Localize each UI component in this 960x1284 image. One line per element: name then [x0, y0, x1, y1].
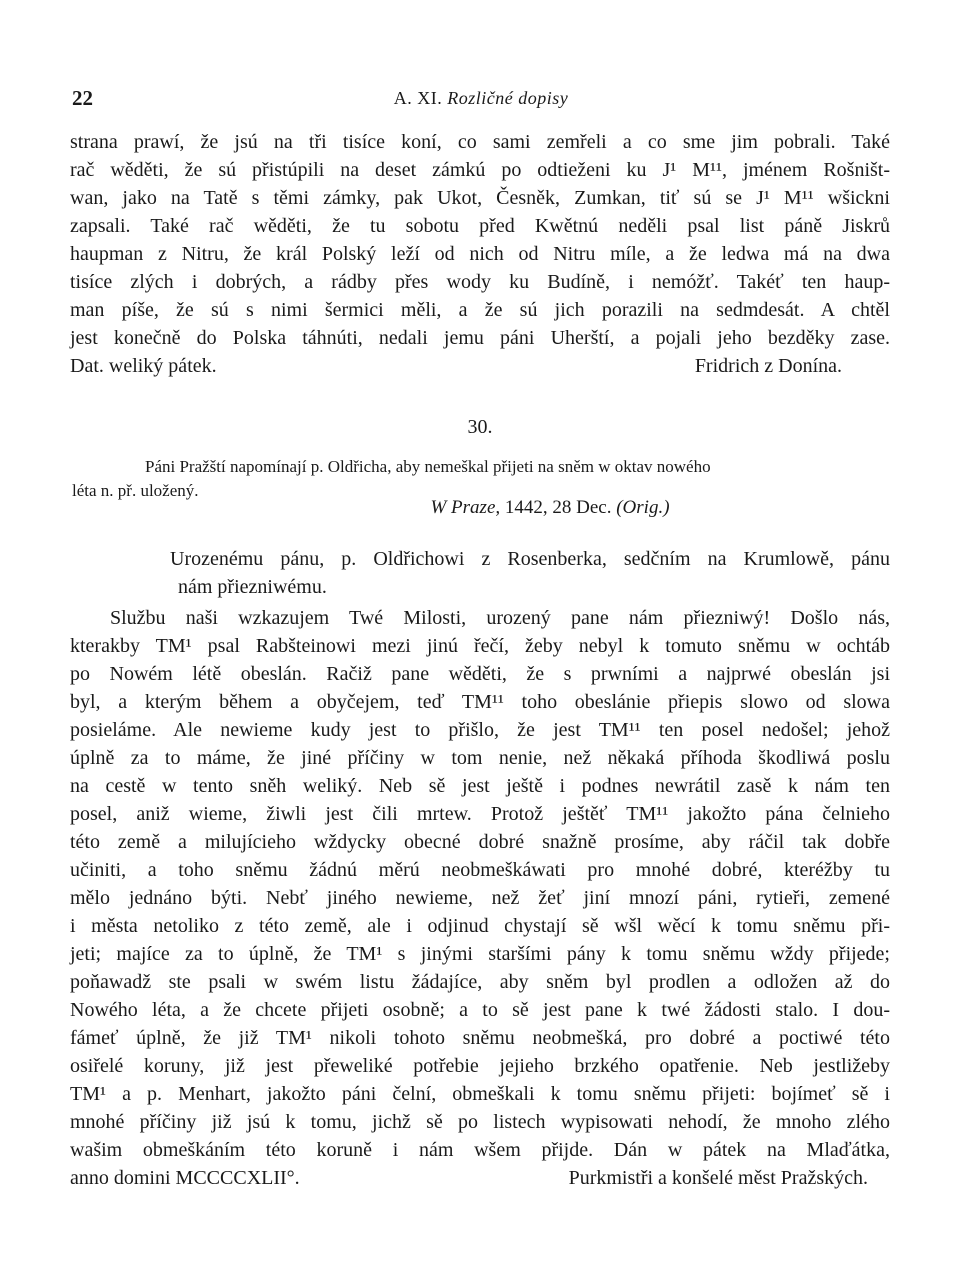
running-head	[70, 88, 892, 109]
text-line: i města netoliko z této země, ale i odjinud chystají sě wšl wěcí k tomu sněmu při-	[70, 915, 890, 937]
text-line: byl, a kterým během a obyčejem, teď TM¹¹ toho obeslánie přiepis slowo od slowa	[70, 691, 890, 713]
text-line: mnohé příčiny již jsú k tomu, jichž sě po listech wypisowati nehodí, že mnoho zlého	[70, 1111, 890, 1133]
letter-signature: Fridrich z Donína.	[694, 355, 842, 377]
page-number: 22	[72, 86, 93, 110]
text-line: posieláme. Ale newieme kudy jest to přišlo, že jest TM¹¹ ten posel nedošel; jehož	[70, 719, 890, 741]
text-line: kterakby TM¹ psal Rabšteinowi mezi jinú řečí, žeby nebyl k tomuto sněmu w ochtáb	[70, 635, 890, 657]
address-line: Urozenému pánu, p. Oldřichowi z Rosenberka, sedčním na Krumlowě, pánu	[170, 548, 890, 570]
letter-date: Dat. weliký pátek.	[70, 355, 217, 377]
document-number: 30.	[467, 416, 493, 438]
text-line: tisíce zlých i dobrých, a rádby přes wody ku Budíně, i nemóžť. Takéť ten haup-	[70, 271, 890, 293]
dateline-date: 1442, 28 Dec.	[504, 497, 612, 518]
text-line: poňawadž ste psali w swém listu žádajíce, aby sněm byl prodlen a odložen až do	[70, 971, 890, 993]
text-line: učiniti, a toho sněmu žádnú měrú neobmeškáwati pro mnohé dobré, kteréžby tu	[70, 859, 890, 881]
address-line: nám přiezniwému.	[178, 576, 327, 598]
dateline-source: (Orig.)	[616, 497, 670, 518]
regest-line: Páni Pražští napomínají p. Oldřicha, aby nemeškal přijeti na sněm w oktav nowého	[145, 457, 711, 476]
text-line: této země a milujícieho wždycky obecné dobré snažně prosíme, aby ráčil tak dobře	[70, 831, 890, 853]
letter-signature: Purkmistři a konšelé měst Pražských.	[568, 1167, 868, 1189]
text-line: man píše, že sú s nimi šermici měli, a že sú jich porazili na sedmdesát. A chtěl	[70, 299, 890, 321]
text-line: Nowého léta, a že chcete přijeti osobně; a to sě jest pane k twé žádosti stalo. I dou-	[70, 999, 890, 1021]
text-line: jeti; majíce za to úplně, že TM¹ s jinými staršími pány k tomu sněmu wždy přijede;	[70, 943, 890, 965]
text-line: úplně za to máme, že jiné příčiny w tom nenie, než někaká příhoda škodliwá poslu	[70, 747, 890, 769]
text-line: rač wěděti, že sú přistúpili na deset zámkú po odtieženi ku J¹ M¹¹, jménem Rošništ-	[70, 159, 890, 181]
text-line: jest konečně do Polska táhnúti, nedali jemu páni Uherští, a pojali jeho bezděky zase.	[70, 327, 890, 349]
text-line: po Nowém létě obeslán. Račiž pane wěděti, že s prwními a najprwé obeslán jsi	[70, 663, 890, 685]
text-line: zapsali. Také rač wěděti, že tu sobotu před Kwětnú neděli psal list páně Jiskrů	[70, 215, 890, 237]
text-line: strana prawí, že jsú na tři tisíce koní, co sami zemřeli a co sme jim pobrali. Také	[70, 131, 890, 153]
text-line: posel, aniž wieme, žiwli jest čili mrtew. Protož ještěť TM¹¹ jakožto pána čelnieho	[70, 803, 890, 825]
running-head-title: Rozličné dopisy	[447, 88, 569, 108]
letter-date: anno domini MCCCCXLII°.	[70, 1167, 300, 1189]
text-line: wašim obmeškáním této koruně i nám wšem přijde. Dán w pátek na Mlaďátka,	[70, 1139, 890, 1161]
running-head-prefix: A. XI.	[393, 88, 443, 108]
text-line: na cestě w tento sněh weliký. Neb sě jest ještě i podnes newrátil zasě k nám ten	[70, 775, 890, 797]
page-header	[70, 86, 892, 116]
text-line: mělo jednáno býti. Nebť jiného newieme, než žeť jiní mnozí páni, rytieři, zemené	[70, 887, 890, 909]
text-line: haupman z Nitru, že král Polský leží od nich od Nitru míle, a že ledwa má na dwa	[70, 243, 890, 265]
text-line: TM¹ a p. Menhart, jakožto páni čelní, obmeškali k tomu sněmu přijeti: bojímeť sě i	[70, 1083, 890, 1105]
text-line: osiřelé koruny, již jest přeweliké potřebie jejieho brzkého opatřenie. Neb jestližeby	[70, 1055, 890, 1077]
dateline-place: W Praze,	[430, 497, 501, 518]
closing-line	[70, 1164, 890, 1192]
regest-line: léta n. př. uložený.	[72, 481, 199, 500]
text-line: Službu naši wzkazujem Twé Milosti, urozený pane nám přiezniwý! Došlo nás,	[110, 607, 890, 629]
text-line: wan, jako na Tatě s těmi zámky, pak Ukot, Česněk, Zumkan, tiť sú se J¹ M¹¹ wšickni	[70, 187, 890, 209]
text-line: fámeť úplně, že již TM¹ nikoli tohoto sněmu neobmešká, pro dobré a poctiwé této	[70, 1027, 890, 1049]
closing-line	[70, 352, 890, 380]
dateline	[300, 494, 800, 522]
